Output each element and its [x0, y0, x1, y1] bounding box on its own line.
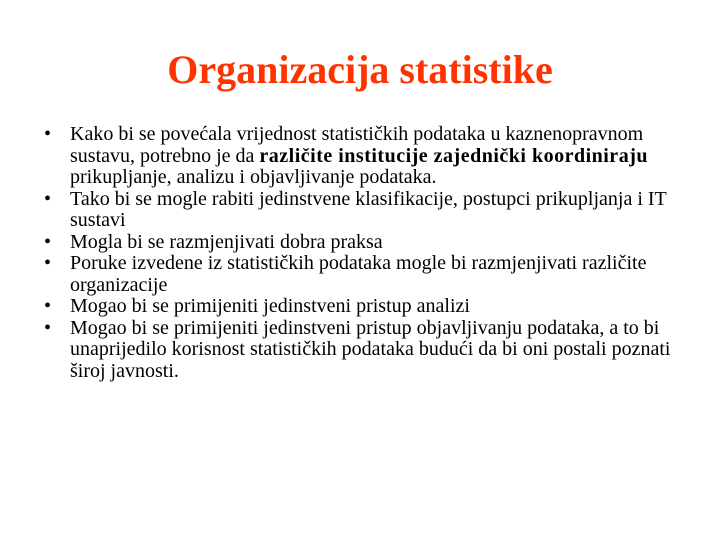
bullet-text-bold: različite institucije zajednički koordiniraju — [259, 144, 648, 167]
bullet-point-icon: • — [44, 123, 52, 145]
bullet-text-part: prikupljanje, analizu i objavljivanje podataka. — [70, 166, 437, 188]
bullet-item — [44, 318, 694, 383]
slide-title: Organizacija statistike — [167, 47, 553, 92]
bullet-text: Mogla bi se razmjenjivati dobra praksa — [70, 230, 383, 253]
bullet-list — [44, 124, 694, 382]
bullet-text: Poruke izvedene iz statističkih podataka mogle bi razmjenjivati različite organizacije — [70, 252, 647, 296]
bullet-point-icon: • — [44, 230, 52, 253]
bullet-point-icon: • — [44, 252, 52, 274]
bullet-point-icon: • — [44, 187, 52, 210]
bullet-point-icon: • — [44, 295, 52, 317]
bullet-text-part: Kako bi se povećala vrijednost statističkih podataka u kaznenopravnom sustavu, potrebno je da — [70, 123, 644, 167]
bullet-point-icon: • — [44, 316, 52, 339]
bullet-text — [70, 123, 648, 188]
bullet-text: Mogao bi se primijeniti jedinstveni pristup analizi — [70, 295, 470, 317]
bullet-item — [44, 232, 694, 254]
bullet-item — [44, 296, 694, 318]
bullet-item — [44, 189, 694, 232]
bullet-item — [44, 253, 694, 296]
bullet-text: Tako bi se mogle rabiti jedinstvene klasifikacije, postupci prikupljanja i IT sustavi — [70, 187, 667, 231]
bullet-text: Mogao bi se primijeniti jedinstveni pristup objavljivanju podataka, a to bi unaprijedilo korisnost statističkih podataka budući da bi oni postali poznati široj javnosti. — [70, 316, 671, 382]
bullet-item — [44, 124, 694, 189]
